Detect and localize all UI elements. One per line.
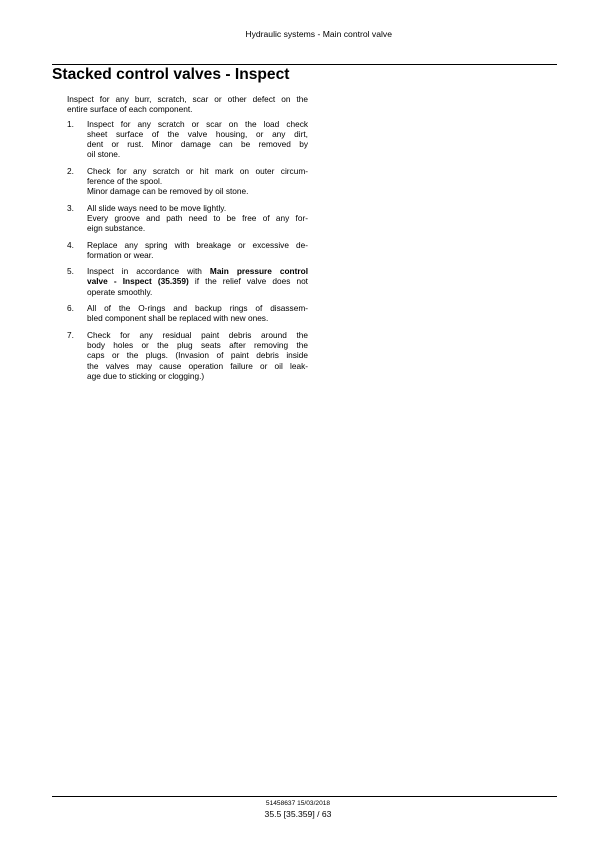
header-rule bbox=[52, 64, 557, 65]
step-line: oil stone. bbox=[87, 149, 121, 160]
document-reference: 51458637 15/03/2018 bbox=[265, 800, 331, 807]
step-item bbox=[67, 119, 308, 160]
section-title: Stacked control valves - Inspect bbox=[52, 66, 290, 83]
step-line bbox=[87, 276, 308, 286]
step-text: Inspect in accordance with bbox=[87, 266, 210, 277]
page-number: 35.5 [35.359] / 63 bbox=[264, 809, 332, 819]
step-line: Check for any scratch or hit mark on outer circum- bbox=[87, 165, 308, 176]
step-line: Check for any residual paint debris around the bbox=[87, 329, 308, 340]
step-item bbox=[67, 203, 308, 234]
cross-reference: valve - Inspect (35.359) bbox=[87, 276, 189, 287]
cross-reference: Main pressure control bbox=[209, 266, 308, 277]
footer-rule bbox=[52, 796, 557, 797]
step-item bbox=[67, 303, 308, 324]
step-line: Inspect for any scratch or scar on the load check bbox=[87, 118, 308, 129]
step-line: Minor damage can be removed by oil stone. bbox=[87, 186, 249, 197]
intro-line: entire surface of each component. bbox=[67, 104, 193, 115]
step-line: caps or the plugs. (Invasion of paint debris inside bbox=[87, 350, 308, 361]
step-line: bled component shall be replaced with new ones. bbox=[87, 313, 269, 324]
step-number: 4. bbox=[67, 239, 74, 250]
step-item bbox=[67, 330, 308, 381]
step-line: All slide ways need to be move lightly. bbox=[87, 202, 227, 213]
step-text: if the relief valve does not bbox=[188, 276, 308, 287]
step-line: eign substance. bbox=[87, 223, 146, 234]
step-line: body holes or the plug seats after removing the bbox=[87, 339, 308, 350]
step-line: formation or wear. bbox=[87, 249, 154, 260]
step-number: 6. bbox=[67, 303, 74, 314]
inspection-steps bbox=[67, 119, 308, 382]
intro-line: Inspect for any burr, scratch, scar or other defect on the bbox=[67, 94, 308, 104]
step-item bbox=[67, 266, 308, 297]
step-number: 7. bbox=[67, 329, 74, 340]
step-number: 1. bbox=[67, 118, 74, 129]
step-line: age due to sticking or clogging.) bbox=[87, 370, 205, 381]
step-line: ference of the spool. bbox=[87, 176, 163, 187]
step-line: All of the O-rings and backup rings of disassem- bbox=[87, 303, 308, 314]
step-line: the valves may cause operation failure or oil leak- bbox=[87, 360, 308, 371]
section-content bbox=[67, 94, 308, 387]
step-item bbox=[67, 240, 308, 261]
step-line bbox=[87, 266, 308, 276]
running-header: Hydraulic systems - Main control valve bbox=[245, 29, 392, 39]
step-line: Every groove and path need to be free of any for- bbox=[87, 212, 308, 223]
step-number: 2. bbox=[67, 165, 74, 176]
intro-paragraph bbox=[67, 94, 308, 115]
step-number: 3. bbox=[67, 202, 74, 213]
step-line: sheet surface of the valve housing, or any dirt, bbox=[87, 128, 308, 139]
step-line: Replace any spring with breakage or excessive de- bbox=[87, 239, 308, 250]
step-number: 5. bbox=[67, 266, 74, 277]
step-line: operate smoothly. bbox=[87, 286, 153, 297]
step-line: dent or rust. Minor damage can be removed by bbox=[87, 139, 308, 150]
step-item bbox=[67, 166, 308, 197]
